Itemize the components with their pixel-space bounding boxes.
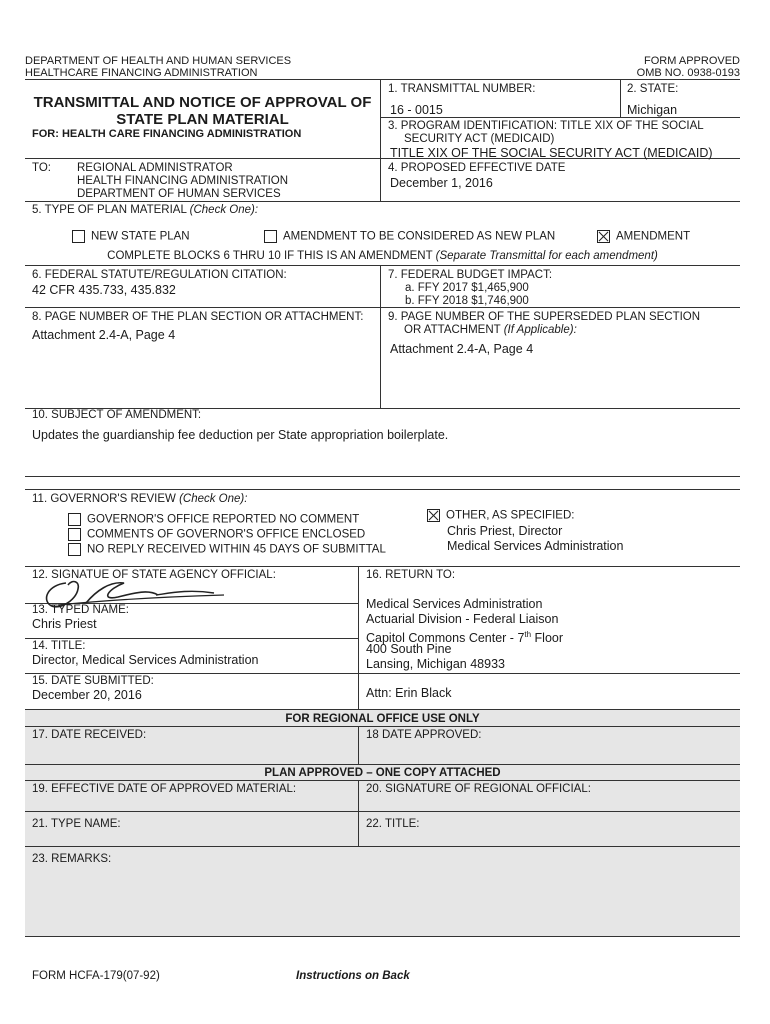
gov-other[interactable] xyxy=(427,509,574,523)
gov-opt3-label: NO REPLY RECEIVED WITHIN 45 DAYS OF SUBMITTAL xyxy=(87,543,386,556)
governor-review-label: 11. GOVERNOR'S REVIEW xyxy=(32,493,176,505)
budget-impact-a: a. FFY 2017 $1,465,900 xyxy=(405,282,529,294)
complete-blocks-note xyxy=(25,250,740,263)
page-number-label: 8. PAGE NUMBER OF THE PLAN SECTION OR ATTACHMENT: xyxy=(32,311,364,323)
return-to-attn: Attn: Erin Black xyxy=(366,686,452,700)
complete-blocks-text: COMPLETE BLOCKS 6 THRU 10 IF THIS IS AN AMENDMENT xyxy=(107,250,433,262)
return-to-label: 16. RETURN TO: xyxy=(366,569,456,581)
opt-amendment-label: AMENDMENT xyxy=(616,230,691,243)
form-approved: FORM APPROVED xyxy=(644,55,740,67)
to-line1: REGIONAL ADMINISTRATOR xyxy=(77,162,233,174)
superseded-value: Attachment 2.4-A, Page 4 xyxy=(390,342,534,356)
superseded-label: 9. PAGE NUMBER OF THE SUPERSEDED PLAN SECTION xyxy=(388,311,701,323)
date-received-label: 17. DATE RECEIVED: xyxy=(32,729,147,741)
governor-review-label-note: (Check One): xyxy=(179,493,248,505)
type-name-label: 21. TYPE NAME: xyxy=(32,818,121,830)
plan-material-label-note: (Check One): xyxy=(189,204,259,216)
regional-title-label: 22. TITLE: xyxy=(366,818,420,830)
citation-label: 6. FEDERAL STATUTE/REGULATION CITATION: xyxy=(32,269,287,281)
dept-name: DEPARTMENT OF HEALTH AND HUMAN SERVICES xyxy=(25,55,292,67)
return-to-line3-text: Capitol Commons Center - 7 xyxy=(366,631,525,646)
effective-date-approved-label: 19. EFFECTIVE DATE OF APPROVED MATERIAL: xyxy=(32,783,297,795)
citation-value: 42 CFR 435.733, 435.832 xyxy=(32,283,176,297)
gov-other-label: OTHER, AS SPECIFIED: xyxy=(446,509,575,522)
checkbox-gov-comments[interactable] xyxy=(68,528,81,541)
return-to-line1: Medical Services Administration xyxy=(366,597,543,611)
form-for: FOR: HEALTH CARE FINANCING ADMINISTRATION xyxy=(32,128,302,140)
return-to-line4: 400 South Pine xyxy=(366,642,452,656)
form-title-line2: STATE PLAN MATERIAL xyxy=(116,111,289,128)
checkbox-amendment-new-plan[interactable] xyxy=(264,230,277,243)
checkbox-gov-no-comment[interactable] xyxy=(68,513,81,526)
transmittal-number-value: 16 - 0015 xyxy=(390,103,443,117)
budget-impact-label: 7. FEDERAL BUDGET IMPACT: xyxy=(388,269,553,281)
effective-date-label: 4. PROPOSED EFFECTIVE DATE xyxy=(388,162,566,174)
plan-material-label xyxy=(32,204,258,217)
opt-new-state-plan[interactable] xyxy=(72,230,190,244)
opt-amendment[interactable] xyxy=(597,230,690,244)
checkbox-gov-other-checked[interactable] xyxy=(427,509,440,522)
superseded-label2: OR ATTACHMENT xyxy=(404,324,501,336)
form-title-line1: TRANSMITTAL AND NOTICE OF APPROVAL OF xyxy=(33,94,372,111)
gov-opt1[interactable] xyxy=(68,513,359,527)
checkbox-new-state-plan[interactable] xyxy=(72,230,85,243)
gov-other-line2: Medical Services Administration xyxy=(447,539,624,553)
return-to-line3-end: Floor xyxy=(531,631,564,646)
checkbox-amendment-checked[interactable] xyxy=(597,230,610,243)
gov-opt3[interactable] xyxy=(68,543,386,557)
remarks-label: 23. REMARKS: xyxy=(32,853,112,865)
signature-label: 12. SIGNATUE OF STATE AGENCY OFFICIAL: xyxy=(32,569,276,581)
effective-date-value: December 1, 2016 xyxy=(390,176,493,190)
omb-number: OMB NO. 0938-0193 xyxy=(636,67,740,79)
gov-opt2[interactable] xyxy=(68,528,365,542)
state-value: Michigan xyxy=(627,103,678,117)
program-id-label2: SECURITY ACT (MEDICAID) xyxy=(404,133,555,145)
to-line2: HEALTH FINANCING ADMINISTRATION xyxy=(77,175,289,187)
form-number: FORM HCFA-179(07-92) xyxy=(32,970,160,982)
subject-label: 10. SUBJECT OF AMENDMENT: xyxy=(32,409,202,421)
gov-opt1-label: GOVERNOR'S OFFICE REPORTED NO COMMENT xyxy=(87,513,360,526)
regional-heading: FOR REGIONAL OFFICE USE ONLY xyxy=(285,713,480,725)
date-approved-label: 18 DATE APPROVED: xyxy=(366,729,482,741)
opt-amendment-new-plan-label: AMENDMENT TO BE CONSIDERED AS NEW PLAN xyxy=(283,230,556,243)
checkbox-gov-no-reply[interactable] xyxy=(68,543,81,556)
budget-impact-b: b. FFY 2018 $1,746,900 xyxy=(405,295,529,307)
complete-blocks-italic: (Separate Transmittal for each amendment) xyxy=(435,250,658,262)
page-number-value: Attachment 2.4-A, Page 4 xyxy=(32,328,176,342)
regional-signature-label: 20. SIGNATURE OF REGIONAL OFFICIAL: xyxy=(366,783,591,795)
instructions-note: Instructions on Back xyxy=(296,970,410,982)
subject-value: Updates the guardianship fee deduction per State appropriation boilerplate. xyxy=(32,428,449,442)
agency-name: HEALTHCARE FINANCING ADMINISTRATION xyxy=(25,67,258,79)
transmittal-number-label: 1. TRANSMITTAL NUMBER: xyxy=(388,83,536,95)
superseded-label2-note: (If Applicable): xyxy=(503,324,577,336)
gov-other-line1: Chris Priest, Director xyxy=(447,524,563,538)
date-submitted-value: December 20, 2016 xyxy=(32,688,142,702)
opt-amendment-new-plan[interactable] xyxy=(264,230,555,244)
state-label: 2. STATE: xyxy=(627,83,679,95)
plan-approved-heading: PLAN APPROVED – ONE COPY ATTACHED xyxy=(264,767,501,779)
typed-name-label: 13. TYPED NAME: xyxy=(32,604,129,616)
program-id-value: TITLE XIX OF THE SOCIAL SECURITY ACT (MEDICAID) xyxy=(390,146,713,160)
return-to-line3-sup: th xyxy=(524,630,532,639)
date-submitted-label: 15. DATE SUBMITTED: xyxy=(32,675,154,687)
return-to-line2: Actuarial Division - Federal Liaison xyxy=(366,612,559,626)
title-value: Director, Medical Services Administration xyxy=(32,653,259,667)
program-id-label: 3. PROGRAM IDENTIFICATION: TITLE XIX OF THE SOCIAL xyxy=(388,120,704,132)
gov-opt2-label: COMMENTS OF GOVERNOR'S OFFICE ENCLOSED xyxy=(87,528,366,541)
return-to-line5: Lansing, Michigan 48933 xyxy=(366,657,505,671)
plan-material-label-text: 5. TYPE OF PLAN MATERIAL xyxy=(32,204,187,216)
to-line3: DEPARTMENT OF HUMAN SERVICES xyxy=(77,188,281,200)
to-label: TO: xyxy=(32,162,51,174)
title-label: 14. TITLE: xyxy=(32,640,86,652)
opt-new-state-plan-label: NEW STATE PLAN xyxy=(91,230,190,243)
typed-name-value: Chris Priest xyxy=(32,617,97,631)
